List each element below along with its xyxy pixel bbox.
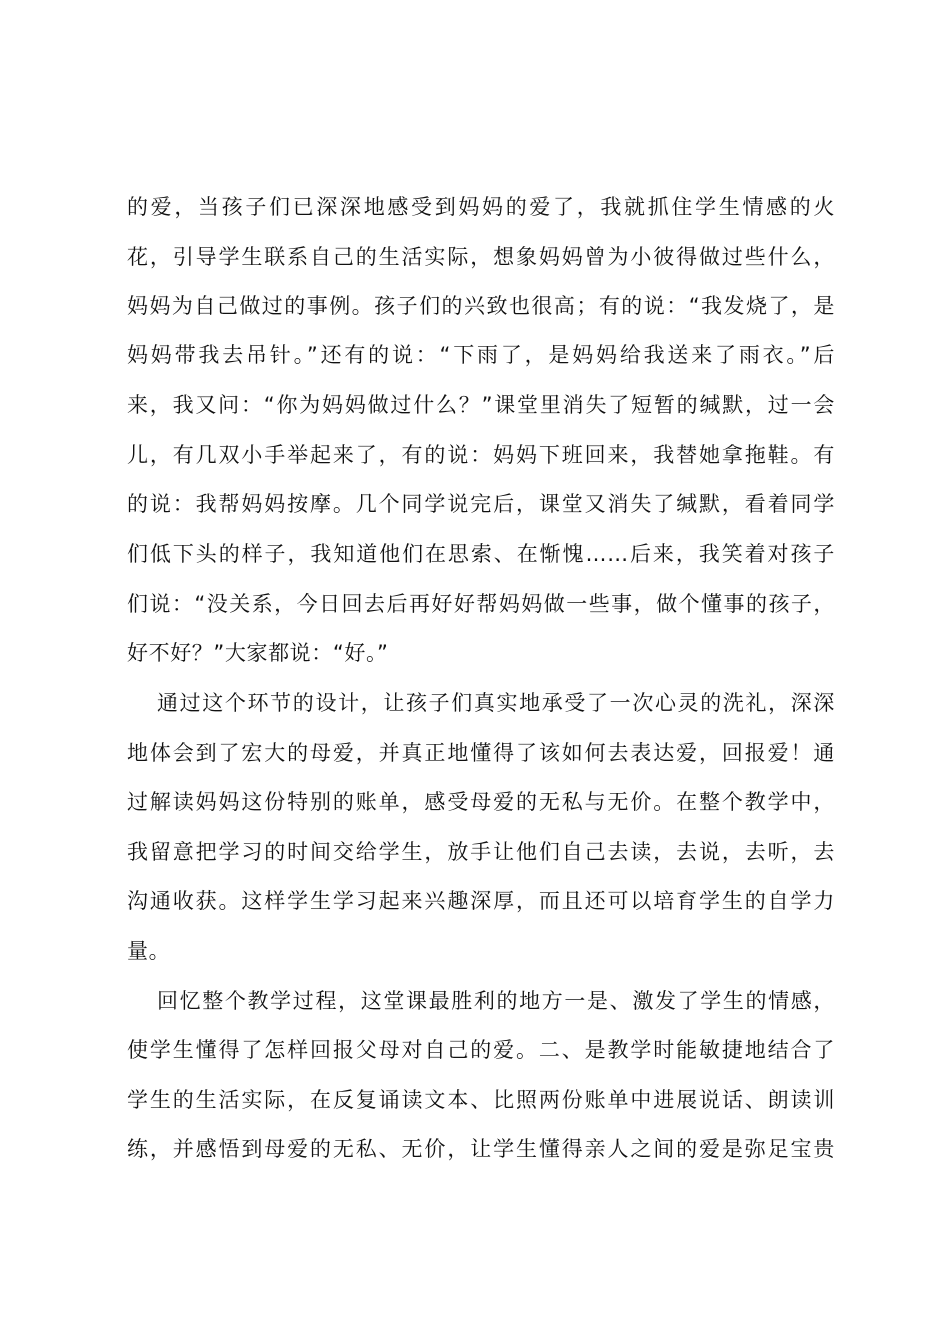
- text-line: 妈妈为自己做过的事例。孩子们的兴致也很高；有的说：“我发烧了，是: [127, 294, 835, 318]
- text-line: 们低下头的样子，我知道他们在思索、在惭愧……后来，我笑着对孩子: [127, 542, 835, 566]
- text-line: 儿，有几双小手举起来了，有的说：妈妈下班回来，我替她拿拖鞋。有: [127, 443, 835, 467]
- text-line: 花，引导学生联系自己的生活实际，想象妈妈曾为小彼得做过些什么，: [127, 245, 835, 269]
- text-line: 的说：我帮妈妈按摩。几个同学说完后，课堂又消失了缄默，看着同学: [127, 492, 835, 516]
- text-line: 量。: [127, 939, 171, 963]
- text-line: 妈妈带我去吊针。”还有的说：“下雨了，是妈妈给我送来了雨衣。”后: [127, 343, 835, 367]
- paragraph-first-line: 通过这个环节的设计，让孩子们真实地承受了一次心灵的洗礼，深深: [157, 691, 835, 715]
- text-line: 过解读妈妈这份特别的账单，感受母爱的无私与无价。在整个教学中，: [127, 790, 835, 814]
- text-line: 我留意把学习的时间交给学生，放手让他们自己去读，去说，去听，去: [127, 840, 835, 864]
- text-line: 沟通收获。这样学生学习起来兴趣深厚，而且还可以培育学生的自学力: [127, 889, 835, 913]
- text-line: 练，并感悟到母爱的无私、无价，让学生懂得亲人之间的爱是弥足宝贵: [127, 1137, 835, 1161]
- text-line: 地体会到了宏大的母爱，并真正地懂得了该如何去表达爱，回报爱！通: [127, 741, 835, 765]
- text-line: 好不好？”大家都说：“好。”: [127, 641, 389, 665]
- text-line: 学生的生活实际，在反复诵读文本、比照两份账单中进展说话、朗读训: [127, 1088, 835, 1112]
- text-line: 来，我又问：“你为妈妈做过什么？”课堂里消失了短暂的缄默，过一会: [127, 393, 835, 417]
- paragraph-first-line: 回忆整个教学过程，这堂课最胜利的地方一是、激发了学生的情感，: [157, 989, 835, 1013]
- text-line: 的爱，当孩子们已深深地感受到妈妈的爱了，我就抓住学生情感的火: [127, 195, 835, 219]
- text-line: 使学生懂得了怎样回报父母对自己的爱。二、是教学时能敏捷地结合了: [127, 1038, 835, 1062]
- text-line: 们说：“没关系，今日回去后再好好帮妈妈做一些事，做个懂事的孩子，: [127, 592, 835, 616]
